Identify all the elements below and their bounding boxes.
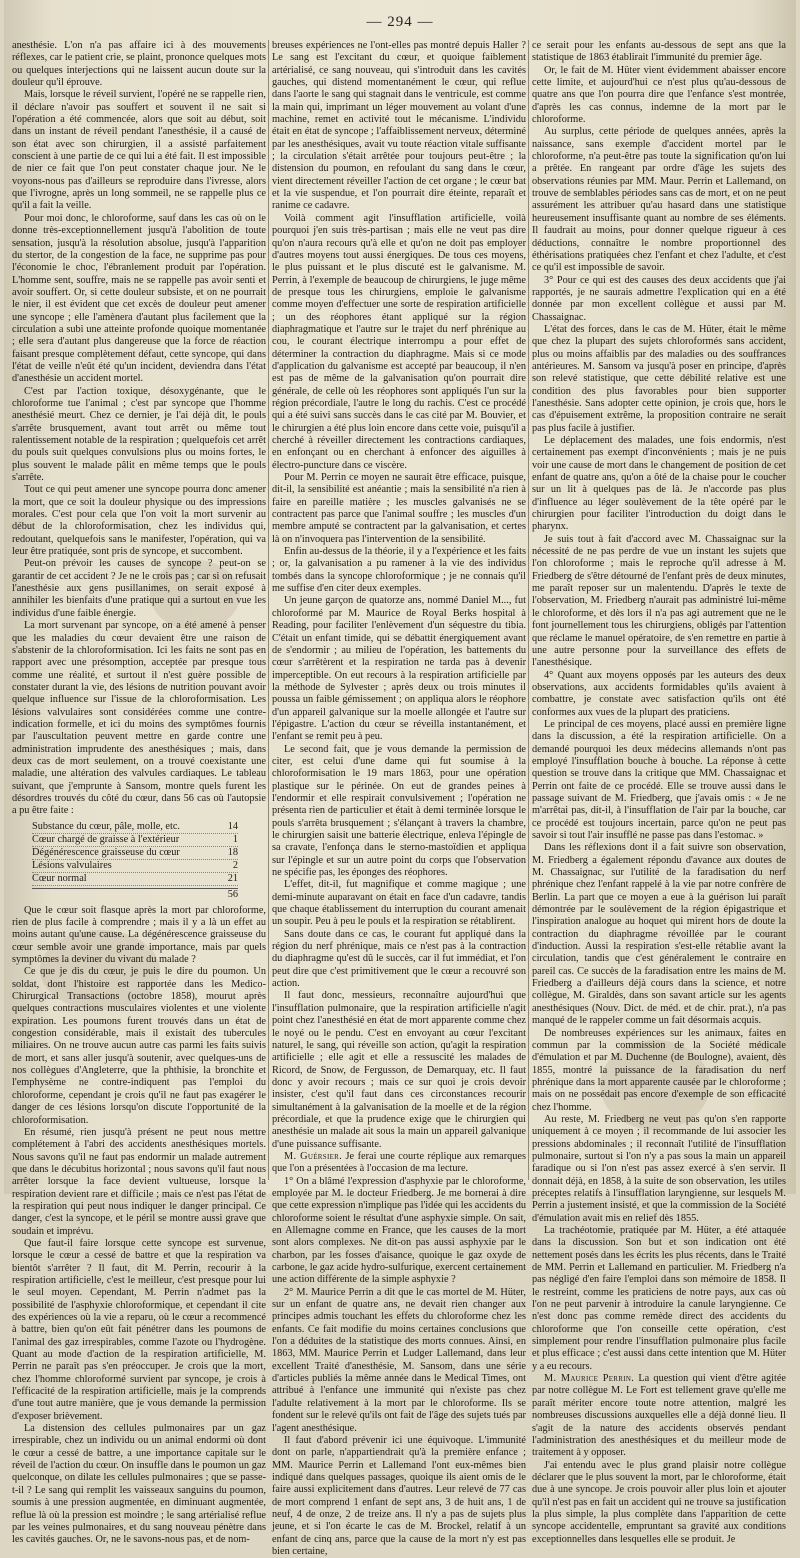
paragraph: La mort survenant par syncope, on a été amené à penser que les maladies du cœur devaient être une raison de s'abstenir de la chloroformisation. Ici les faits ne sont pas en rapport avec une présomption, acceptée par presque tous comme une réalité, et surtout il n'est guère possible de constater durant la vie, des lésions de nutrition pouvant avoir quelque influence sur l'issue de la chloroformisation. Les lésions valvulaires sont considérées comme une contre-indication formelle, et ici du moins des symptômes fournis par l'auscultation peuvent mettre en garde contre une administration imprudente des anesthésiques ; mais, dans deux cas de mort seulement, on a trouvé coexistante une maladie, une altération des valvules cardiaques. Le tableau suivant, que j'emprunte à Sansom, montre quels furent les désordres trouvés du côté du cœur, dans 56 cas où l'autopsie a pu être faite : <box>12 620 266 817</box>
table-cell-label: Lésions valvulaires <box>32 859 112 871</box>
paragraph: Il faut donc, messieurs, reconnaître aujourd'hui que l'insufflation pulmonaire, que la respiration artificielle n'agit point chez l'anesthésié en état de mort apparente comme chez le noyé ou le pendu. C'est en envoyant au cœur l'excitant naturel, le sang, qui réveille son action, qu'agit la respiration artificielle ; elle agit et elle a ressuscité les malades de Ricord, de Snow, de Fergusson, de Demarquay, etc. Il faut donc y avoir recours ; mais ce sur quoi je crois devoir insister, c'est qu'il faut dans ces circonstances recourir simultanément à la galvanisation de la moelle et de la région précordiale, et que la prudence exige que le chirurgien qui anesthésie un malade ait sous la main un appareil galvanique d'une puissance suffisante. <box>272 990 526 1150</box>
paragraph: Au surplus, cette période de quelques années, après la naissance, sans exemple d'accident mortel par le chloroforme, n'a peut-être pas toute la signification qu'on lui a prêtée. En rangeant par ordre d'âge les sujets des observations réunies par MM. Maur. Perrin et Lallemand, on trouve de semblables périodes sans cas de mort, et on ne peut assurément les attribuer qu'au hasard dans une statistique heureusement insuffisante quant au nombre de ses éléments. Il faudrait au moins, pour donner quelque rigueur à ces déductions, connaître le nombre proportionnel des éthérisations pratiquées chez l'enfant et chez l'adulte, et c'est ce qu'il est impossible de savoir. <box>532 126 786 274</box>
speaker-name: M. Maurice Perrin. <box>544 1373 635 1385</box>
paragraph: Or, le fait de M. Hüter vient évidemment abaisser encore cette limite, et aujourd'hui ce n'est plus qu'au-dessous de quatre ans que l'on pourra dire que l'enfance s'est montrée, d'après les cas connus, indemne de la mort par le chloroforme. <box>532 64 786 126</box>
paragraph: En résumé, rien jusqu'à présent ne peut nous mettre complétement à l'abri des accidents anesthésiques mortels. Nous savons qu'il ne faut pas endormir un malade autrement que dans le décubitus horizontal ; nous savons qu'il faut nous arrêter lorsque la face devient vultueuse, lorsque la respiration devient rare et difficile ; mais ce n'est pas l'état de la respiration qui peut nous indiquer le danger principal. Ce danger, c'est la syncope, et le péril se montre aussi grave que soudain et imprévu. <box>12 1126 266 1237</box>
paragraph: Mais, lorsque le réveil survient, l'opéré ne se rappelle rien, il déclare n'avoir pas souffert et souvent il ne sait si l'opération a été commencée, alors que soit au début, soit dans un instant de réveil pendant l'anesthésie, il a causé de son état avec son chirurgien, il a assisté parfaitement conscient à une partie de ce qui lui a été fait. Il est impossible de nier ce fait que l'on peut constater chaque jour. Ne le voyons-nous pas d'ailleurs se reproduire dans l'ivresse, alors que l'ivrogne, après un long sommeil, ne se rappelle plus ce qu'il a fait la veille. <box>12 89 266 212</box>
table-row <box>32 847 238 860</box>
paragraph: 3° Pour ce qui est des causes des deux accidents que j'ai rapportés, je ne saurais admettre l'explication qui en a été donnée par mon excellent collègue et aussi par M. Chassaignac. <box>532 274 786 323</box>
paragraph: Sans doute dans ce cas, le courant fut appliqué dans la région du nerf phrénique, mais ce n'est pas à la contraction du diaphragme qu'est dû le succès, car il fut immédiat, et l'on peut dire que c'est primitivement que le cœur a recouvré son action. <box>272 928 526 990</box>
text-column-2 <box>272 40 526 1557</box>
table-total <box>32 888 238 901</box>
paragraph: Pour M. Perrin ce moyen ne saurait être efficace, puisque, dit-il, la sensibilité est anéantie ; mais la sensibilité n'a rien à faire en pareille matière ; les muscles galvanisés ne se contractent pas parce que l'animal souffre ; les muscles d'un membre amputé se contractent par la galvanisation, et certes là on n'invoquera pas l'intervention de la sensibilité. <box>272 472 526 545</box>
table-total-value: 56 <box>227 888 238 900</box>
text-column-3 <box>532 40 787 1545</box>
table-cell-label: Cœur normal <box>32 872 87 884</box>
column-rule <box>268 40 269 1180</box>
paragraph: L'effet, dit-il, fut magnifique et comme magique ; une demi-minute auparavant on était en face d'un cadavre, tandis que chaque établissement du interruption du courant amenait un soupir. Peu à peu le pouls et la respiration se rétablirent. <box>272 879 526 928</box>
table-cell-value: 14 <box>227 820 238 832</box>
paragraph: Je suis tout à fait d'accord avec M. Chassaignac sur la nécessité de ne pas perdre de vue un instant les sujets que l'on chloroforme ; mais le reproche qu'il adresse à M. Friedberg de s'être détourné de l'enfant près de deux minutes, me paraît reposer sur un malentendu. D'après le texte de l'observation, M. Friedberg n'aurait pas administré lui-même le chloroforme, et dès lors il n'a pas agi autrement que ne le font journellement tous les chirurgiens, obligés par l'attention que réclame le manuel opératoire, de s'en remettre en partie à une autre personne pour la surveillance des effets de l'anesthésique. <box>532 533 786 669</box>
paragraph: La distension des cellules pulmonaires par un gaz irrespirable, chez un individu ou un animal endormi où dont le cœur a cessé de battre, a une importance capitale sur le réveil de l'action du cœur. On insuffle dans le poumon un gaz quelconque, on dilate les cellules pulmonaires ; que se passe-t-il ? Le sang qui remplit les vaisseaux sanguins du poumon, soumis à une pression augmentée, en diminuant augmentée, reflue là où la pression est moindre ; le sang artérialisé reflue par les veines pulmonaires, et du sang nouveau pénètre dans les cavités gauches. Or, ne le savons-nous pas, et de nom- <box>12 1423 266 1546</box>
paragraph: C'est par l'action toxique, désoxygénante, que le chloroforme tue l'animal ; c'est par syncope que l'homme anesthésié meurt. Chez ce dernier, je l'ai déjà dit, le pouls s'arrête brusquement, avant tout arrêt ou même tout ralentissement notable de la respiration ; quelquefois cet arrêt du pouls suit quelques convulsions plus ou moins fortes, le plus souvent le malade pâlit en même temps que le pouls s'arrête. <box>12 385 266 484</box>
speaker-name: M. Guérsier. <box>284 1150 343 1162</box>
paragraph: Ce que je dis du cœur, je puis le dire du poumon. Un soldat, dont l'histoire est rapportée dans les Medico-Chirurgical Transactions (octobre 1858), mourut après quelques contractions musculaires violentes et une violente expiration. Les poumons furent trouvés dans un état de congestion considérable, mais il existait des tubercules miliaires. On ne trouve aucun autre cas parmi les faits suivis de mort, et sans aller jusqu'à soutenir, avec quelques-uns de nos collègues d'Angleterre, que la phthisie, la bronchite et l'emphysème ne contre-indiquent pas l'emploi du chloroforme, cependant je crois qu'il ne faut pas exagérer le danger de ces lésions lorsqu'on discute l'opportunité de la chloroformisation. <box>12 966 266 1126</box>
page-number: — 294 — <box>366 14 434 30</box>
table-row <box>32 873 238 886</box>
table-cell-value: 2 <box>232 859 238 871</box>
paragraph <box>272 1151 526 1176</box>
paragraph: Voilà comment agit l'insufflation artificielle, voilà pourquoi j'en suis très-partisan ; mais elle ne veut pas dire qu'on n'aura recours qu'à elle et qu'on ne doit pas employer d'autres moyens tout aussi énergiques. De tous ces moyens, le plus puissant et le plus discuté est le galvanisme. M. Perrin, à l'exemple de beaucoup de chirurgiens, le juge même de presque tous les chirurgiens, emploie le galvanisme comme moyen d'effectuer une sorte de respiration artificielle ; un des réophores étant appliqué sur la région diaphragmatique et l'autre sur le trajet du nerf phrénique au cou, le courant électrique interrompu a pour effet de déterminer la contraction du diaphragme. Mais si ce mode d'application du galvanisme est accepté par beaucoup, il n'en est pas de même de la galvanisation qu'on pourrait dire générale, de celle où les réophores sont appliqués l'un sur la région précordiale, l'autre le long du rachis. C'est ce procédé qui a été suivi sans succès dans le cas cité par M. Bouvier, et le chirurgien a été plus loin encore dans cette voie, puisqu'il a cherché à réveiller directement les contractions cardiaques, en enfonçant ou en cherchant à enfoncer des aiguilles à électro-puncture dans ce viscère. <box>272 212 526 471</box>
paragraph: 1° On a blâmé l'expression d'asphyxie par le chloroforme, employée par M. le docteur Friedberg. Je me bornerai à dire que cette expression n'implique pas l'idée qui les accidents du chloroforme soient le résultat d'une asphyxie simple. On sait, en Allemagne comme en France, que les causes de la mort sont alors complexes. Ne dit-on pas aussi asphyxie par le charbon, par les fosses d'aisance, quoique le gaz oxyde de carbone, le gaz acide hydro-sulfurique, exercent certainement une action différente de la simple asphyxie ? <box>272 1175 526 1286</box>
paragraph: Que le cœur soit flasque après la mort par chloroforme, rien de plus facile à comprendre ; mais il y a là un effet au moins autant qu'une cause. La dégénérescence graisseuse du cœur semble avoir une grande importance, mais par quels symptômes la deviner du vivant du malade ? <box>12 904 266 966</box>
paragraph: breuses expériences ne l'ont-elles pas montré depuis Haller ? Le sang est l'excitant du cœur, et quoique faiblement artérialisé, ce sang nouveau, qui s'introduit dans les cavités gauches, qui distend momentanément le cœur, qui reflue dans l'aorte le sang qui stagnait dans le ventricule, est comme la main qui, imprimant un léger mouvement au volant d'une machine, remet en activité tout le mécanisme. L'individu était en état de syncope ; l'affaiblissement nerveux, déterminé par les anesthésiques, avait vu toute réaction vitale suffisante ; la circulation s'était arrêtée pour toujours peut-être ; la distension du poumon, en refoulant du sang dans le cœur, vient directement réveiller l'action de cet organe ; le cœur bat et la vie suspendue, et l'on pourrait dire éteinte, reparaît et ranime ce cadavre. <box>272 40 526 212</box>
table-cell-value: 1 <box>232 833 238 845</box>
paragraph: Le second fait, que je vous demande la permission de citer, est celui d'une dame qui fut soumise à la chloroformisation le 19 mars 1863, pour une opération plastique sur le périnée. On eut de grandes peines à l'endormir et elle respirait convulsivement ; l'opération ne présenta rien de particulier et était à demi terminée lorsque le pouls s'arrêta brusquement ; s'élançant à travers la chambre, le chirurgien saisit une batterie électrique, enleva l'épingle de sa cravate, l'enfonça dans le sterno-mastoïdien et appliqua sur l'épingle et sur un autre point du corps que l'observation ne spécifie pas, les éponges des réophores. <box>272 743 526 879</box>
paragraph: Enfin au-dessus de la théorie, il y a l'expérience et les faits ; or, la galvanisation a pu ramener à la vie des individus tombés dans la syncope chloroformique ; je ne connais qu'il me suffise d'en citer deux exemples. <box>272 546 526 595</box>
paragraph: Pour moi donc, le chloroforme, sauf dans les cas où on le donne très-exceptionnellement jusqu'à l'abolition de toute sensation, jusqu'à la résolution absolue, jusqu'à l'apparition du stertor, de la congestion de la face, ne supprime pas pour l'économie le choc, l'ébranlement produit par l'opération. L'homme sent, souffre, mais ne se rappelle pas avoir senti et avoir souffert. Or, si cette douleur subsiste, et on ne pourrait le nier, il est évident que cet excès de douleur peut amener une syncope ; elle l'amènera d'autant plus facilement que la circulation a subi une atteinte profonde quoique momentanée ; elle sera d'autant plus dangereuse que la force de réaction faisant presque complètement défaut, cette syncope, qui dans l'état de veille n'eût été qu'un incident, deviendra dans l'état d'anesthésie un accident mortel. <box>12 212 266 385</box>
text-column-1 <box>12 40 266 1546</box>
paragraph: Tout ce qui peut amener une syncope pourra donc amener la mort, que ce soit la douleur physique ou des impressions morales. C'est pour cela que l'on voit la mort survenir au début de la chloroformisation, chez les individus qui, redoutant, quelquefois sans le manifester, l'opération, qui va leur être pratiquée, sont pris de syncope, et succombent. <box>12 484 266 558</box>
paragraph: ce serait pour les enfants au-dessous de sept ans que la statistique de 1863 établirait l'immunité du premier âge. <box>532 40 786 64</box>
paragraph: J'ai entendu avec le plus grand plaisir notre collègue déclarer que le plus souvent la mort, par le chloroforme, était due à une syncope. Je crois pouvoir aller plus loin et ajouter qu'il n'est pas en fait un accident qui ne trouve sa justification la plus simple, la plus complète dans l'apparition de cette syncope accidentelle, empruntant sa gravité aux conditions exceptionnelles dans lesquelles elle se produit. Je <box>532 1459 786 1545</box>
paragraph: L'état des forces, dans le cas de M. Hüter, était le même que chez la plupart des sujets chloroformés sans accident, plus ou moins affaiblis par des maladies ou des souffrances antérieures. M. Sansom va jusqu'à poser en principe, d'après son relevé statistique, que cette débilité relative est une condition des plus favorables pour bien supporter l'anesthésie. Sans adopter cette opinion, je crois que, hors le cas d'épuisement extrême, la proposition contraire ne serait pas plus facile à justifier. <box>532 323 786 434</box>
paragraph: Le déplacement des malades, une fois endormis, n'est certainement pas exempt d'inconvénients ; mais je ne puis voir une cause de mort dans le changement de position de cet enfant de quatre ans, qu'on a ôté de la chaise pour le coucher sur un lit à quelques pas de là. Je n'accorde pas plus d'influence au léger soulèvement de la tête opéré par le chirurgien pour faciliter l'introduction du doigt dans le pharynx. <box>532 435 786 533</box>
paragraph: Le principal de ces moyens, placé aussi en première ligne dans la discussion, a été la respiration artificielle. On a demandé pourquoi les deux médecins allemands n'ont pas employé l'insufflation bouche à bouche. La réponse à cette question se trouve dans la critique que MM. Chassaignac et Perrin ont faite de ce procédé. Elle se trouve aussi dans le passage suivant de M. Friedberg, que j'avais omis : « Je ne m'arrêtai pas, dit-il, à l'insufflation de l'air par la bouche, car ce procédé est toujours incertain, parce qu'on ne peut pas savoir si tout l'air insufflé ne passe pas dans l'estomac. » <box>532 718 786 841</box>
paragraph: Peut-on prévoir les causes de syncope ? peut-on se garantir de cet accident ? Je ne le crois pas ; car si on refusait l'anesthésie aux gens pusillanimes, on serait exposé à annihiler les bienfaits d'une pratique qui a surtout en vue les individus d'une faible énergie. <box>12 558 266 619</box>
table-row <box>32 860 238 873</box>
paragraph: 4° Quant aux moyens opposés par les auteurs des deux observations, aux accidents formidables qu'ils avaient à combattre, je constate avec satisfaction qu'ils ont été conformes aux vues de la plupart des praticiens. <box>532 669 786 718</box>
paragraph: La trachéotomie, pratiquée par M. Hüter, a été attaquée dans la discussion. Son but et son indication ont été nettement posés dans les écrits les plus récents, dans le Traité de MM. Perrin et Lallemand en particulier. M. Friedberg n'a pas négligé d'en faire l'emploi dans son mémoire de 1858. Il le restreint, comme les praticiens de notre pays, aux cas où l'on ne peut parvenir à introduire la canule laryngienne. Ce n'est donc pas comme remède direct des accidents du chloroforme que l'on conseille cette opération, c'est simplement pour rendre l'insufflation pulmonaire plus facile et plus efficace ; c'est aussi dans cette intention que M. Hüter y a eu recours. <box>532 1225 786 1372</box>
paragraph: Un jeune garçon de quatorze ans, nommé Daniel M..., fut chloroformé par M. Maurice de Royal Berks hospital à Reading, pour faciliter l'enlèvement d'un séquestre du tibia. C'était un enfant timide, qui se débattit énergiquement avant de s'endormir ; au milieu de l'opération, les battements du cœur s'arrêtèrent et la respiration ne tarda pas à devenir imperceptible. On eut recours à la respiration artificielle par la méthode de Sylvester ; après deux ou trois minutes il poussa un faible gémissement ; on appliqua alors le réophore d'un appareil galvanique sur la moelle allongée et l'autre sur l'épigastre. L'action du cœur se réveilla instantanément, et l'enfant se remit peu à peu. <box>272 595 526 743</box>
paragraph <box>532 1373 786 1459</box>
table-cell-value: 21 <box>227 872 238 884</box>
paragraph-text: Je ferai une courte réplique aux remarques que l'on a présentées à l'occasion de ma lecture. <box>272 1150 526 1175</box>
paragraph: Dans les réflexions dont il a fait suivre son observation, M. Friedberg a également répondu d'avance aux doutes de M. Chassaignac, sur l'utilité de la faradisation du nerf phrénique chez l'enfant rappelé à la vie par notre confrère de Berlin. La part que ce moyen a eue à la guérison lui paraît démontrée par le soulèvement de la région épigastrique et l'inspiration analogue au hoquet qui mirent hors de doute la contraction du diaphragme révoillée par le courant d'induction. Aussi la respiration s'est-elle rétablie avant la circulation, tandis que c'est généralement le contraire en pareil cas. Ce succès de la faradisation entre les mains de M. Friedberg a d'ailleurs déjà cours dans la science, et notre collègue, M. Giraldès, dans son savant article sur les agents anesthésiques (Nouv. Dict. de méd. et de chir. prat.), n'a pas manqué de le rappeler comme un fait désormais acquis. <box>532 842 786 1027</box>
paragraph: anesthésie. L'on n'a pas affaire ici à des mouvements réflexes, car le patient crie, se plaint, prononce quelques mots ou quelques interjections qui ne laissent aucun doute sur la douleur qu'il éprouve. <box>12 40 266 89</box>
paragraph: Au reste, M. Friedberg ne veut pas qu'on s'en rapporte uniquement à ce moyen ; il recommande de lui associer les pressions abdominales ; il reconnaît l'utilité de l'insufflation pulmonaire, surtout si l'on n'y a pas sous la main un appareil faradique ou si l'on n'est pas assez exercé à s'en servir. Il donnait déjà, en 1858, à la suite de son observation, les utiles préceptes relatifs à l'insufflation laryngienne, sur lesquels M. Perrin a justement insisté, et que la commission de la Société d'émulation avait mis en relief dès 1855. <box>532 1113 786 1224</box>
column-rule <box>528 40 529 1180</box>
paragraph: 2° M. Maurice Perrin a dit que le cas mortel de M. Hüter, sur un enfant de quatre ans, ne devait rien changer aux principes admis touchant les effets du chloroforme chez les enfants. Ce fait modifie du moins certaines conclusions que l'on a déduites de la statistique des morts connues. Ainsi, en 1863, MM. Maurice Perrin et Ludger Lallemand, dans leur excellent Traité d'anesthésie, M. Sansom, dans une série d'articles publiés la même année dans le Medical Times, ont attribué à l'enfance une immunité qui n'existe pas chez l'adulte relativement à la mort par le chloroforme. Ils se fondent sur le relevé qu'ils ont fait de l'âge des sujets tués par l'agent anesthésique. <box>272 1286 526 1434</box>
table-cell-label: Substance du cœur, pâle, molle, etc. <box>32 820 180 832</box>
paragraph: De nombreuses expériences sur les animaux, faites en commun par la commission de la Société médicale d'émulation et par M. Duchenne (de Boulogne), avaient, dès 1855, montré la puissance de la faradisation du nerf phrénique dans la mort apparente causée par le chloroforme ; mais on ne possédait pas encore d'exemple de son efficacité chez l'homme. <box>532 1027 786 1113</box>
table-cell-label: Cœur chargé de graisse à l'extérieur <box>32 833 180 845</box>
paragraph-text: La question qui vient d'être agitée par notre collègue M. Le Fort est tellement grave qu'elle me paraît mériter encore toute notre attention, malgré les nombreuses discussions auxquelles elle a déjà donné lieu. Il s'agit de la nature des accidents observés pendant l'administration des anesthésiques et du meilleur mode de traitement à y opposer. <box>532 1373 787 1459</box>
autopsy-table <box>32 821 238 901</box>
table-cell-label: Dégénérescence graisseuse du cœur <box>32 846 180 858</box>
paragraph: Il faut d'abord prévenir ici une équivoque. L'immunité dont on parle, n'appartiendrait qu'à la première enfance ; MM. Maurice Perrin et Lallemand l'ont eux-mêmes bien indiqué dans quelques passages, quoique ils aient omis de le faire aussi explicitement dans d'autres. Leur relevé de 77 cas de mort comprend 1 enfant de sept ans, 3 de huit ans, 1 de neuf, 4 de onze, 2 de treize ans. Il n'y a pas de sujets plus jeune, et si l'on écarte le cas de M. Brockel, relatif à un enfant de cinq ans, parce que la cause de la mort n'y est pas bien certaine, <box>272 1434 526 1557</box>
table-row <box>32 821 238 834</box>
table-cell-value: 18 <box>227 846 238 858</box>
paragraph: Que faut-il faire lorsque cette syncope est survenue, lorsque le cœur a cessé de battre et que la respiration va bientôt s'arrêter ? Il faut, dit M. Perrin, recourir à la respiration artificielle, c'est le meilleur, c'est presque pour lui le seul moyen. Cependant, M. Perrin n'admet pas la possibilité de l'asphyxie chloroformique, et cependant il cite des expériences où la vie a reparu, où le cœur a recommencé à battre, bien qu'on eût fait pénétrer dans les poumons de l'animal des gaz irrespirables, comme l'azote ou l'hydrogène. Quant au mode d'action de la respiration artificielle, M. Perrin ne paraît pas s'en préoccuper. Je crois que la mort, chez l'homme chloroformé survient par syncope, je crois à l'efficacité de la respiration artificielle, mais je la comprends d'une tout autre manière, que je vous demande la permission d'exposer brièvement. <box>12 1237 266 1422</box>
table-row <box>32 834 238 847</box>
